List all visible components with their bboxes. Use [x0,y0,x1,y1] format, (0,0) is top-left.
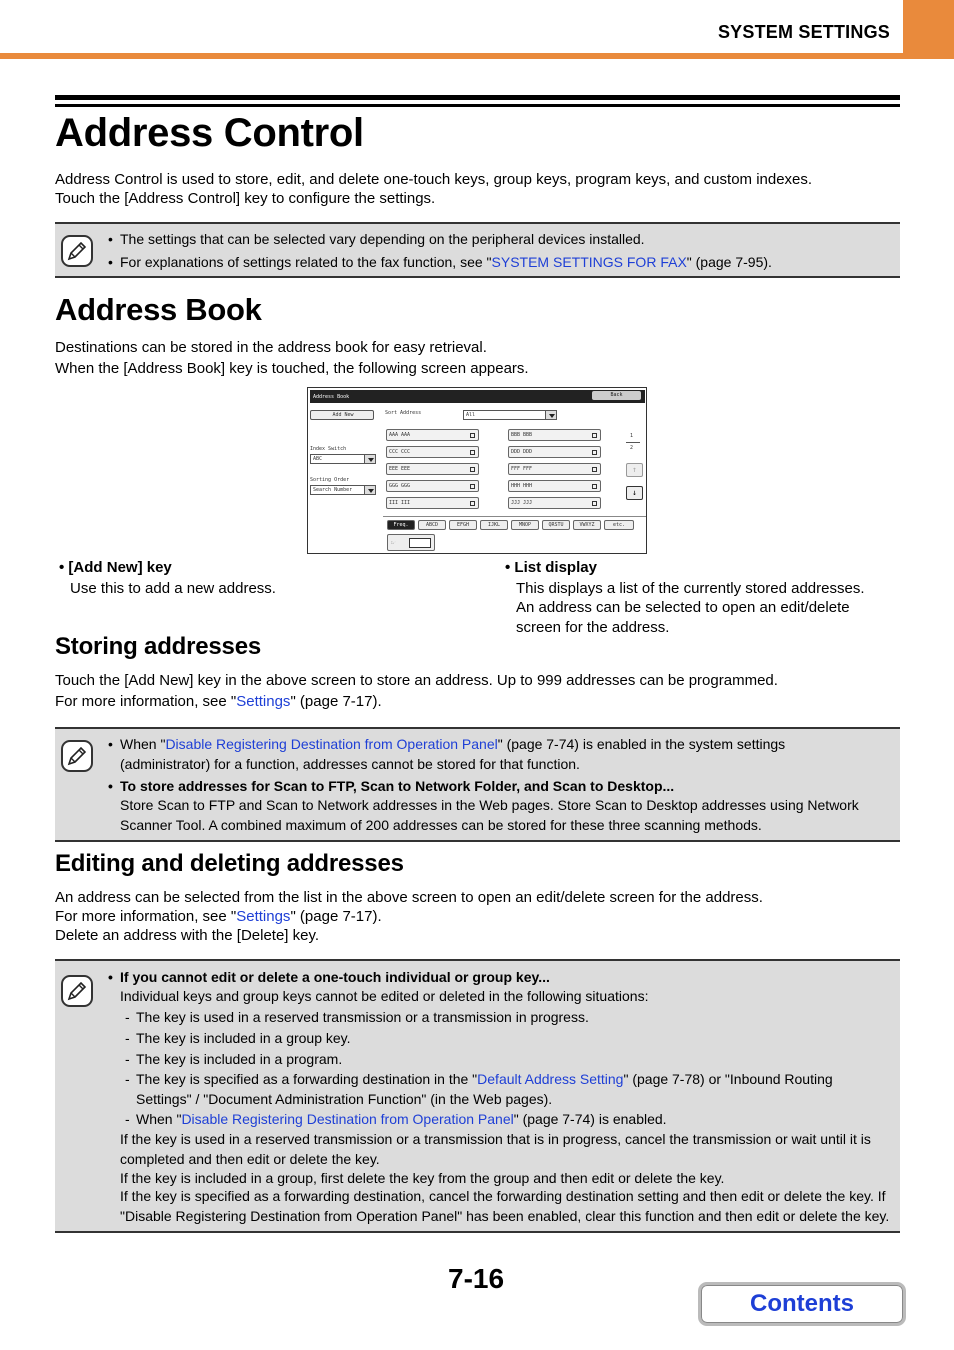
title-rule-thin [55,104,900,107]
chevron-down-icon[interactable] [364,485,376,495]
address-key[interactable]: CCC CCC [386,446,479,458]
index-switch-label: Index Switch [310,446,347,452]
title-rule-thick [55,95,900,100]
address-key[interactable]: BBB BBB [508,429,601,441]
address-key[interactable]: GGG GGG [386,480,479,492]
tab-vwxyz[interactable]: VWXYZ [573,520,601,530]
page-total: 2 [630,445,634,451]
contents-button[interactable]: Contents [698,1282,906,1326]
link-settings[interactable]: Settings [236,908,291,925]
address-key[interactable]: AAA AAA [386,429,479,441]
chevron-down-icon[interactable] [364,454,376,464]
storing-heading: Storing addresses [55,633,262,660]
note-box-3: • If you cannot edit or delete a one-touch individual or group key... Individual keys and group keys cannot be edited or deleted in the following situations: - The key is used in a reserved transmission or a transmission in progress. - The key is included in a group key. - The key is included in a program. - The key is specified as a forwarding destination in the "Default Address Setting" (page 7-78) or "Inbound Routing Settings" / "Document Administration Function" (in the Web pages). - When "Disable Registering Destination from Operation Panel" (page 7-74) is enabled. If the key is used in a reserved transmission or a transmission that is in progress, cancel the transmission or wait until it is completed and then edit or delete the key. If the key is included in a group, first delete the key from the group and then edit or delete the key. If the key is specified as a forwarding destination, cancel the forwarding destination setting and then edit or delete the key. If "Disable Registering Destination from Operation Panel" has been enabled, clear this function and then edit or delete the key. [55,959,900,1233]
link-disable-registering[interactable]: Disable Registering Destination from Operation Panel [181,1111,514,1127]
address-key[interactable]: III III [386,497,479,509]
link-fax-settings[interactable]: SYSTEM SETTINGS FOR FAX [491,254,687,270]
link-default-address-setting[interactable]: Default Address Setting [477,1071,624,1087]
tab-etc[interactable]: etc. [604,520,634,530]
tab-efgh[interactable]: EFGH [449,520,477,530]
link-disable-registering[interactable]: Disable Registering Destination from Operation Panel [165,736,498,752]
note-box-1: • The settings that can be selected vary depending on the peripheral devices installed. • For explanations of settings related to the fax function, see "SYSTEM SETTINGS FOR FAX" (page 7-95). [55,222,900,278]
sorting-order-select[interactable]: Search Number [310,485,365,495]
editing-text: An address can be selected from the list in the above screen to open an edit/delete screen for the address. For more information, see "Settings" (page 7-17). Delete an address with the [Delete] key. [55,889,763,944]
section-title: SYSTEM SETTINGS [717,22,890,42]
editing-heading: Editing and deleting addresses [55,850,404,877]
sort-address-select[interactable]: All [463,410,546,420]
storing-text: Touch the [Add New] key in the above screen to store an address. Up to 999 addresses can be programmed. For more information, see "Settings" (page 7-17). [55,672,778,710]
page-current: 1 [630,433,634,439]
address-key[interactable]: EEE EEE [386,463,479,475]
address-key[interactable]: JJJ JJJ [508,497,601,509]
callout-list-display: • List display This displays a list of the currently stored addresses. An address can be selected to open an edit/delete screen for the address. [505,559,865,636]
note-text: completed and then edit or delete the key. [120,1151,380,1167]
address-book-text: Destinations can be stored in the address book for easy retrieval. When the [Address Book] key is touched, the following screen appears. [55,339,529,377]
sorting-order-label: Sorting Order [310,477,350,483]
header-tab [903,0,954,59]
chevron-down-icon[interactable] [545,410,557,420]
pencil-icon [61,975,93,1007]
tab-mnop[interactable]: MNOP [511,520,539,530]
note-text: If the key is used in a reserved transmission or a transmission that is in progress, cancel the transmission or wait until it is [120,1131,871,1147]
hand-icon: ☞ [391,539,396,547]
intro-text: Address Control is used to store, edit, and delete one-touch keys, group keys, program keys, and custom indexes. Touch the [Address Control] key to configure the settings. [55,171,813,207]
header-rule [0,53,903,59]
screen-title-bar: Address Book [310,390,645,403]
pencil-icon [61,235,93,267]
tab-abcd[interactable]: ABCD [418,520,446,530]
callout-add-new: • [Add New] key Use this to add a new address. [59,559,276,597]
pencil-icon [61,740,93,772]
note-intro: Individual keys and group keys cannot be edited or deleted in the following situations: [120,988,649,1004]
keyboard-entry-button[interactable] [387,534,435,551]
tab-ijkl[interactable]: IJKL [480,520,508,530]
tab-freq[interactable]: Freq. [387,520,415,530]
sort-address-label: Sort Address [385,410,422,416]
address-key[interactable]: HHH HHH [508,480,601,492]
link-settings[interactable]: Settings [236,693,291,710]
back-button[interactable]: Back [592,391,641,400]
page-title: Address Control [55,111,364,155]
note-text: If the key is specified as a forwarding destination, cancel the forwarding destination setting and then edit or delete the key. If [120,1188,886,1204]
address-book-heading: Address Book [55,292,262,327]
address-key[interactable]: FFF FFF [508,463,601,475]
note-text: "Disable Registering Destination from Operation Panel" has been enabled, clear this function and then edit or delete the key. [120,1208,890,1224]
page-number: 7-16 [448,1263,505,1294]
scroll-down-icon[interactable]: ↓ [626,486,643,500]
index-switch-select[interactable]: ABC [310,454,365,464]
note-text: If the key is included in a group, first delete the key from the group and then edit or delete the key. [120,1170,725,1186]
scroll-up-icon[interactable]: ↑ [626,463,643,477]
tab-qrstu[interactable]: QRSTU [542,520,570,530]
address-book-screen [307,387,647,554]
add-new-button[interactable]: Add New [310,410,374,420]
note-box-2: • When "Disable Registering Destination from Operation Panel" (page 7-74) is enabled in the system settings (administrator) for a function, addresses cannot be stored for that function. • To store addresses for Scan to FTP, Scan to Network Folder, and Scan to Desktop... Store Scan to FTP and Scan to Network addresses in the Web pages. Store Scan to Desktop addresses using Network Scanner Tool. A combined maximum of 200 addresses can be stored for these three scanning methods. [55,727,900,842]
address-key[interactable]: DDD DDD [508,446,601,458]
